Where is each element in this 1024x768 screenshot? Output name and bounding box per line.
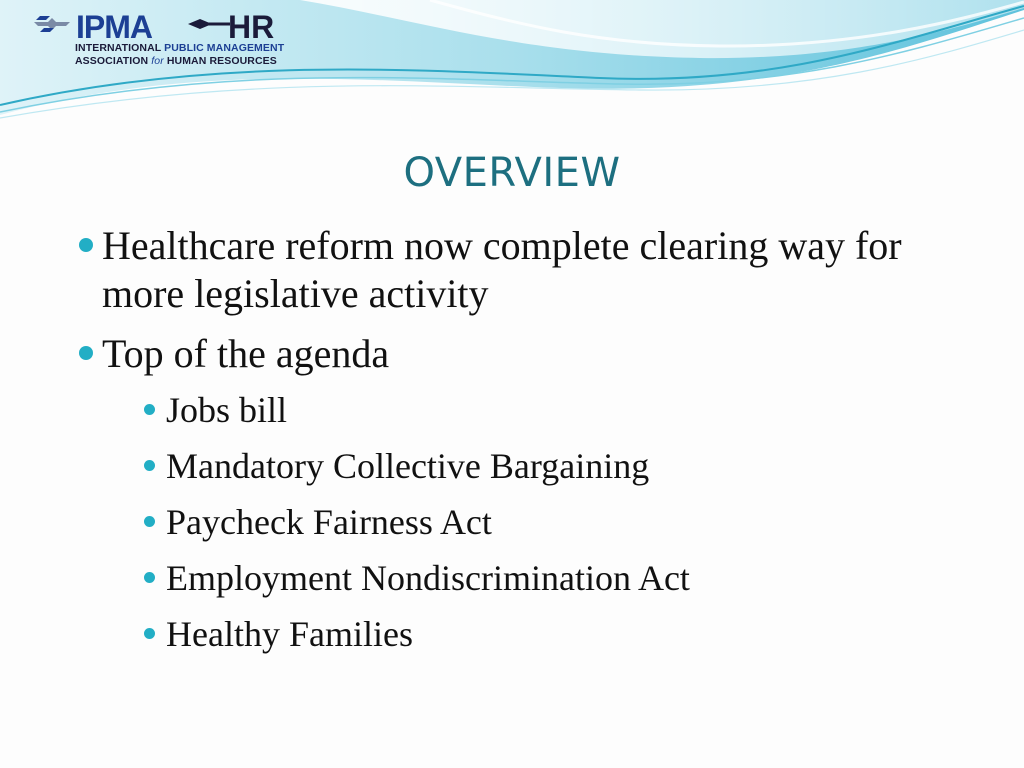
- sub-bullet-item: [140, 612, 978, 656]
- bullet-text: Healthcare reform now complete clearing way for more legislative activity: [102, 223, 902, 316]
- bullet-dot-icon: [144, 460, 155, 471]
- svg-text:HR: HR: [228, 9, 275, 44]
- logo-text-line-1: INTERNATIONAL PUBLIC MANAGEMENT: [75, 42, 285, 54]
- ipma-hr-logo: [30, 8, 300, 70]
- bullet-dot-icon: [144, 572, 155, 583]
- sub-bullet-item: [140, 500, 978, 544]
- sub-bullet-text: Paycheck Fairness Act: [166, 502, 492, 542]
- logo-text-line-2: ASSOCIATION for HUMAN RESOURCES: [75, 55, 277, 67]
- sub-bullet-item: [140, 388, 978, 432]
- bullet-list: [78, 222, 978, 668]
- sub-bullet-text: Mandatory Collective Bargaining: [166, 446, 650, 486]
- bullet-dot-icon: [144, 628, 155, 639]
- svg-text:IPMA: IPMA: [76, 9, 152, 44]
- sub-bullet-item: [140, 556, 978, 600]
- bullet-item: [78, 330, 978, 656]
- bullet-dot-icon: [79, 346, 93, 360]
- ipma-hr-logo-mark: [30, 8, 300, 44]
- sub-bullet-list: [140, 388, 978, 656]
- sub-bullet-text: Healthy Families: [166, 614, 413, 654]
- bullet-item: [78, 222, 978, 318]
- sub-bullet-item: [140, 444, 978, 488]
- bullet-dot-icon: [144, 516, 155, 527]
- bullet-dot-icon: [79, 238, 93, 252]
- slide-title: OVERVIEW: [403, 150, 621, 196]
- bullet-text: Top of the agenda: [102, 331, 390, 376]
- sub-bullet-text: Employment Nondiscrimination Act: [166, 558, 690, 598]
- sub-bullet-text: Jobs bill: [166, 390, 288, 430]
- bullet-dot-icon: [144, 404, 155, 415]
